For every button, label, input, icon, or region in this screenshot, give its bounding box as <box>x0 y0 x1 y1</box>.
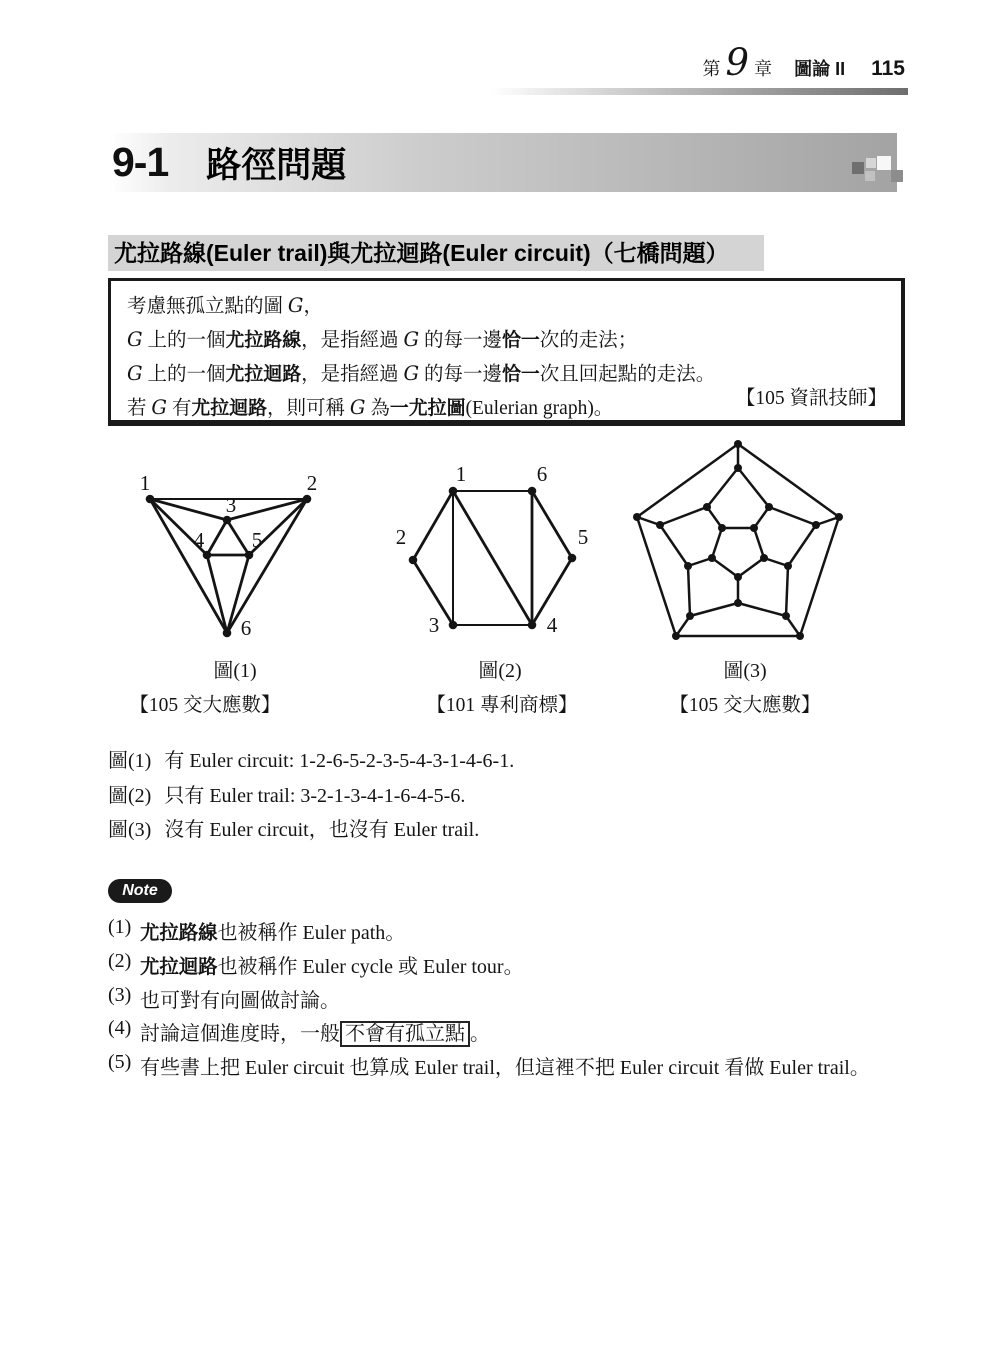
note-item-number: (1) <box>108 916 132 938</box>
note-item-number: (4) <box>108 1017 132 1039</box>
topic-heading: 尤拉路線(Euler trail)與尤拉迴路(Euler circuit)（七橋問題） <box>108 235 764 271</box>
text-run: ， <box>303 296 323 317</box>
graph-edge <box>227 520 249 555</box>
graph-vertex <box>303 495 312 504</box>
graph-edge <box>712 558 738 577</box>
pixel-decoration <box>877 156 891 170</box>
graph-vertex <box>449 621 458 630</box>
section-title: 路徑問題 <box>206 145 347 185</box>
graph-vertex <box>784 562 792 570</box>
graph-edge <box>769 507 816 525</box>
text-run: 恰一 <box>501 364 540 385</box>
graph-edge <box>754 528 764 558</box>
text-run: G <box>403 328 420 351</box>
note-item-text <box>140 950 524 979</box>
note-item <box>108 1051 903 1080</box>
graph-edge <box>738 558 764 577</box>
graph-edge <box>637 444 738 517</box>
graph-edge <box>688 566 690 616</box>
graph-edge <box>207 555 227 633</box>
graph-vertex <box>684 562 692 570</box>
graph-edge <box>738 444 839 517</box>
text-run: 考慮無孤立點的圖 <box>127 296 288 317</box>
exam-source-tag: 【105 資訊技師】 <box>735 388 887 409</box>
note-item-number: (3) <box>108 984 132 1006</box>
graph-vertex <box>409 556 418 565</box>
graph-vertex <box>633 513 641 521</box>
graph-edge <box>786 566 788 616</box>
graph-vertex-label: 5 <box>577 525 589 549</box>
chapter-number: 9 <box>725 41 750 84</box>
figure-caption: 圖(1) <box>213 660 257 682</box>
graph-edge <box>660 525 688 566</box>
running-head-gradient-rule <box>490 88 908 95</box>
graph-edge <box>712 528 722 558</box>
result-line <box>108 813 479 842</box>
note-badge: Note <box>108 879 172 903</box>
graph-edge <box>532 491 572 558</box>
chapter-suffix: 章 <box>754 59 773 79</box>
text-run: G <box>349 396 366 419</box>
graph-vertex <box>146 495 155 504</box>
note-item <box>108 916 903 945</box>
figure-caption: 圖(3) <box>723 660 767 682</box>
graph-vertex <box>528 487 537 496</box>
page-number: 115 <box>871 57 905 80</box>
note-item-text <box>140 916 405 945</box>
graph-edge <box>738 603 786 616</box>
graph-vertex <box>223 629 232 638</box>
text-run: ，是指經過 <box>301 364 404 385</box>
text-run: G <box>127 362 143 385</box>
text-run: 的每一邊 <box>419 364 502 385</box>
text-run: 尤拉路線 <box>225 330 302 351</box>
text-run: G <box>151 396 167 419</box>
note-item-number: (2) <box>108 950 132 972</box>
graph-edge <box>150 499 227 633</box>
text-run: 的每一邊 <box>419 330 502 351</box>
text-run: G <box>287 294 304 317</box>
note-item <box>108 984 903 1013</box>
graph-edge <box>690 603 738 616</box>
graph-vertex <box>734 573 742 581</box>
text-run: 為 <box>365 398 390 419</box>
graph-vertex <box>734 440 742 448</box>
graph-vertex <box>568 554 577 563</box>
graph-vertex <box>449 487 458 496</box>
text-run: 討論這個進度時，一般 <box>140 1023 340 1045</box>
graph-figure-3-dodecahedron <box>618 438 858 653</box>
running-head-section: 圖論 II <box>794 59 846 79</box>
text-run: ，則可稱 <box>267 398 350 419</box>
graph-edge <box>413 491 453 560</box>
pixel-decoration <box>865 171 875 181</box>
graph-vertex <box>734 464 742 472</box>
text-run: 一尤拉圖 <box>389 398 466 419</box>
result-label: 圖(3) <box>108 819 152 841</box>
graph-vertex-label: 6 <box>536 462 548 486</box>
graph-vertex <box>703 503 711 511</box>
result-text: 只有 Euler trail: 3-2-1-3-4-1-6-4-5-6. <box>164 785 466 807</box>
text-run: 也被稱作 Euler cycle 或 Euler tour。 <box>217 956 524 978</box>
text-run: 也可對有向圖做討論。 <box>140 990 340 1012</box>
graph-edge <box>637 517 676 636</box>
graph-vertex <box>765 503 773 511</box>
graph-edge <box>227 499 307 633</box>
graph-vertex <box>708 554 716 562</box>
text-run: ，是指經過 <box>301 330 404 351</box>
graph-vertex-label: 5 <box>251 528 263 552</box>
result-label: 圖(1) <box>108 750 152 772</box>
text-run: G <box>127 328 143 351</box>
graph-vertex <box>782 612 790 620</box>
graph-vertex <box>718 524 726 532</box>
graph-edge <box>788 525 816 566</box>
graph-vertex-label: 4 <box>546 613 558 637</box>
result-line <box>108 744 514 773</box>
graph-figure-2 <box>385 448 595 653</box>
figure-caption: 圖(2) <box>478 660 522 682</box>
text-run: 尤拉迴路 <box>191 398 267 419</box>
graph-vertex <box>656 521 664 529</box>
graph-vertex-label: 1 <box>139 471 151 495</box>
result-text: 沒有 Euler circuit，也沒有 Euler trail. <box>164 819 480 841</box>
section-title-bar <box>108 133 897 192</box>
text-run: 次的走法； <box>539 330 638 351</box>
text-run: 上的一個 <box>142 330 226 351</box>
graph-vertex <box>750 524 758 532</box>
graph-edge <box>707 468 738 507</box>
graph-vertex <box>835 513 843 521</box>
graph-vertex <box>528 621 537 630</box>
graph-vertex-label: 3 <box>428 613 440 637</box>
result-line <box>108 779 465 808</box>
text-run: 恰一 <box>501 330 540 351</box>
graph-edge <box>660 507 707 525</box>
graph-vertex <box>760 554 768 562</box>
graph-vertex <box>672 632 680 640</box>
text-run: 有 <box>166 398 192 419</box>
exam-source-tag: 【105 交大應數】 <box>669 695 821 716</box>
graph-figure-1 <box>115 448 345 653</box>
pixel-decoration <box>891 170 903 182</box>
text-run: 若 <box>127 398 152 419</box>
text-run: 也被稱作 Euler path。 <box>217 922 406 944</box>
graph-vertex-label: 6 <box>240 616 252 640</box>
exam-source-tag: 【105 交大應數】 <box>129 695 281 716</box>
definition-line <box>127 289 887 323</box>
result-label: 圖(2) <box>108 785 152 807</box>
graph-edge <box>800 517 839 636</box>
text-run: 尤拉路線 <box>140 922 218 944</box>
note-item-text <box>140 984 340 1013</box>
text-run: 上的一個 <box>142 364 226 385</box>
pixel-decoration <box>866 158 876 168</box>
text-run: G <box>403 362 420 385</box>
graph-vertex-label: 3 <box>225 493 237 517</box>
note-item-text <box>140 1051 870 1080</box>
graph-edge <box>738 468 769 507</box>
definition-line <box>127 323 887 357</box>
text-run: 。 <box>470 1023 490 1045</box>
text-run: 尤拉迴路 <box>140 956 218 978</box>
graph-vertex-label: 1 <box>455 462 467 486</box>
note-item <box>108 950 903 979</box>
graph-vertex <box>734 599 742 607</box>
pixel-decoration <box>852 162 864 174</box>
result-text: 有 Euler circuit: 1-2-6-5-2-3-5-4-3-1-4-6-1. <box>164 750 515 772</box>
graph-vertex-label: 2 <box>395 525 407 549</box>
text-run: 次且回起點的走法。 <box>539 364 716 385</box>
graph-vertex <box>796 632 804 640</box>
graph-vertex-label: 2 <box>306 471 318 495</box>
graph-edge <box>453 491 532 625</box>
note-item <box>108 1017 903 1046</box>
graph-vertex <box>812 521 820 529</box>
text-run: 有些書上把 Euler circuit 也算成 Euler trail，但這裡不把 Euler circuit 看做 Euler trail。 <box>140 1057 870 1079</box>
text-run: 尤拉迴路 <box>225 364 302 385</box>
graph-vertex-label: 4 <box>193 528 205 552</box>
note-item-number: (5) <box>108 1051 132 1073</box>
note-item-text <box>140 1017 490 1046</box>
section-number: 9-1 <box>112 139 169 185</box>
graph-vertex <box>686 612 694 620</box>
definition-box <box>108 278 905 426</box>
running-head <box>702 41 905 84</box>
graph-edge <box>207 520 227 555</box>
text-run: (Eulerian graph)。 <box>465 398 614 419</box>
text-run: 不會有孤立點 <box>340 1021 470 1047</box>
chapter-prefix: 第 <box>702 59 721 79</box>
exam-source-tag: 【101 專利商標】 <box>426 695 578 716</box>
